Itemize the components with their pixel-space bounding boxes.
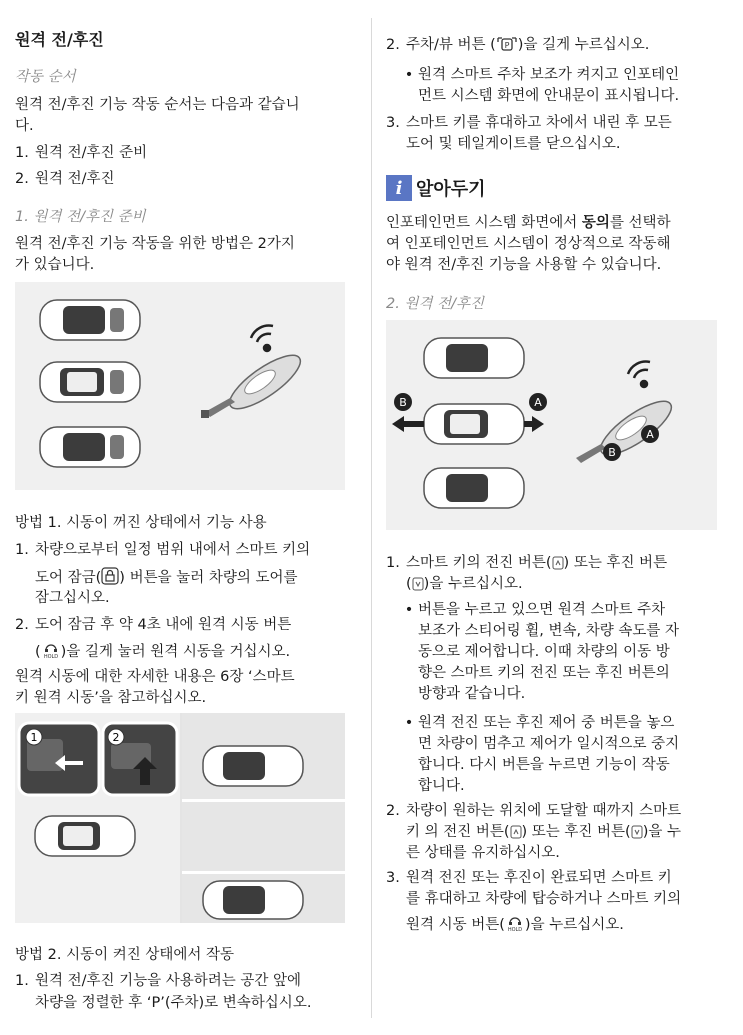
step-item: 3. 원격 전진 또는 후진이 완료되면 스마트 키 (386, 870, 672, 886)
svg-text:2: 2 (112, 731, 120, 744)
step-item-line: 원격 시동 버튼( HOLD )을 누르십시오. (406, 914, 624, 938)
parking-view-icon (496, 36, 518, 58)
svg-text:B: B (399, 396, 407, 409)
step-item-line: 를 휴대하고 차량에 탑승하거나 스마트 키의 (406, 891, 682, 907)
subheading-remote-drive: 2. 원격 전/후진 (386, 296, 484, 312)
bullet-item-line: 면 차량이 멈추고 제어가 일시적으로 중지 (418, 736, 680, 752)
car-icon (203, 746, 303, 786)
bullet-item-line: 향은 스마트 키의 전진 또는 후진 버튼의 (418, 665, 670, 681)
svg-text:1: 1 (30, 731, 38, 744)
car-icon (40, 300, 140, 340)
subheading-preparation: 1. 원격 전/후진 준비 (15, 209, 146, 225)
figure-key-and-cars (15, 713, 345, 923)
bullet-item: • 원격 스마트 주차 보조가 켜지고 인포테인 (404, 67, 680, 83)
method1-item-line: 도어 잠금( ) 버튼을 눌러 차량의 도어를 (35, 567, 297, 591)
reverse-icon (631, 825, 643, 845)
reference-text-line: 원격 시동에 대한 자세한 내용은 6장 ‘스마트 (15, 669, 295, 685)
info-text-line: 인포테인먼트 시스템 화면에서 동의를 선택하 (386, 215, 671, 231)
smart-key-icon (576, 392, 678, 463)
method1-item: 1. 차량으로부터 일정 범위 내에서 스마트 키의 (15, 542, 311, 558)
step-item: 1. 원격 전/후진 준비 (15, 145, 148, 161)
subheading-operation-order: 작동 순서 (15, 69, 76, 85)
car-icon (424, 404, 524, 444)
method1-item: 2. 도어 잠금 후 약 4초 내에 원격 시동 버튼 (15, 617, 292, 633)
car-icon (424, 338, 524, 378)
method2-title: 방법 2. 시동이 켜진 상태에서 작동 (15, 947, 234, 963)
step-item: 3. 스마트 키를 휴대하고 차에서 내린 후 모든 (386, 115, 672, 131)
prep-text-line: 가 있습니다. (15, 257, 95, 273)
step-item: 2. 차량이 원하는 위치에 도달할 때까지 스마트 (386, 803, 682, 819)
intro-text-line: 다. (15, 118, 34, 134)
step-item-line: 른 상태를 유지하십시오. (406, 845, 560, 861)
method1-item-line: 잠그십시오. (35, 590, 110, 606)
step-item-line: ( )을 누르십시오. (406, 574, 523, 597)
step-item: 1. 스마트 키의 전진 버튼( ) 또는 후진 버튼 (386, 553, 667, 576)
method2-item: 1. 원격 전/후진 기능을 사용하려는 공간 앞에 (15, 973, 302, 989)
car-icon (40, 427, 140, 467)
svg-text:A: A (534, 396, 542, 409)
info-text-line: 여 인포테인먼트 시스템이 정상적으로 작동해 (386, 236, 671, 252)
bullet-item-line: 방향과 같습니다. (418, 686, 526, 702)
info-heading (386, 175, 486, 201)
car-icon (424, 468, 524, 508)
bullet-item-line: 동으로 제어합니다. 이때 차량의 이동 방 (418, 644, 670, 660)
step-item-line: 키 의 전진 버튼( ) 또는 후진 버튼( )을 누 (406, 822, 681, 845)
info-text-line: 야 원격 전/후진 기능을 사용할 수 있습니다. (386, 257, 662, 273)
bullet-item-line: 합니다. (418, 778, 465, 794)
svg-text:HOLD: HOLD (43, 654, 58, 659)
reference-text-line: 키 원격 시동’을 참고하십시오. (15, 690, 207, 706)
bullet-item-line: 합니다. 다시 버튼을 누르면 기능이 작동 (418, 757, 670, 773)
method1-item-line: ( HOLD )을 길게 눌러 원격 시동을 거십시오. (35, 641, 290, 665)
bullet-item-line: 먼트 시스템 화면에 안내문이 표시됩니다. (418, 88, 680, 104)
bullet-item-line: 보조가 스티어링 휠, 변속, 차량 속도를 자 (418, 623, 679, 639)
info-icon: i (386, 175, 412, 201)
figure-car-forward-reverse (386, 320, 717, 530)
wifi-signal-icon (251, 326, 273, 351)
car-icon (35, 816, 135, 856)
wifi-signal-icon (628, 362, 650, 387)
prep-text-line: 원격 전/후진 기능 작동을 위한 방법은 2가지 (15, 236, 295, 252)
figure-three-cars-smart-key (15, 282, 345, 490)
intro-text-line: 원격 전/후진 기능 작동 순서는 다음과 같습니 (15, 97, 300, 113)
forward-icon (510, 825, 522, 845)
forward-icon (552, 556, 564, 576)
method2-item-line: 차량을 정렬한 후 ‘P’(주차)로 변속하십시오. (35, 995, 312, 1011)
car-icon (40, 362, 140, 402)
smart-key-icon (201, 346, 307, 418)
svg-text:HOLD: HOLD (507, 927, 523, 932)
page-title: 원격 전/후진 (15, 30, 104, 49)
bullet-item: • 원격 전진 또는 후진 제어 중 버튼을 놓으 (404, 715, 675, 731)
step-item-line: 도어 및 테일게이트를 닫으십시오. (406, 136, 621, 152)
info-title: 알아두기 (416, 179, 486, 200)
remote-start-hold-icon (505, 914, 525, 938)
step-item: 2. 원격 전/후진 (15, 171, 115, 187)
svg-text:B: B (608, 446, 616, 459)
right-column (372, 0, 743, 1035)
method1-title: 방법 1. 시동이 꺼진 상태에서 기능 사용 (15, 515, 267, 531)
svg-text:A: A (646, 428, 654, 441)
reverse-icon (412, 577, 424, 597)
remote-start-hold-icon (41, 641, 61, 665)
car-icon (203, 881, 303, 919)
step-item: 2. 주차/뷰 버튼 ( P )을 길게 누르십시오. (386, 35, 649, 58)
svg-text:P: P (504, 41, 510, 50)
bullet-item: • 버튼을 누르고 있으면 원격 스마트 주차 (404, 602, 666, 618)
